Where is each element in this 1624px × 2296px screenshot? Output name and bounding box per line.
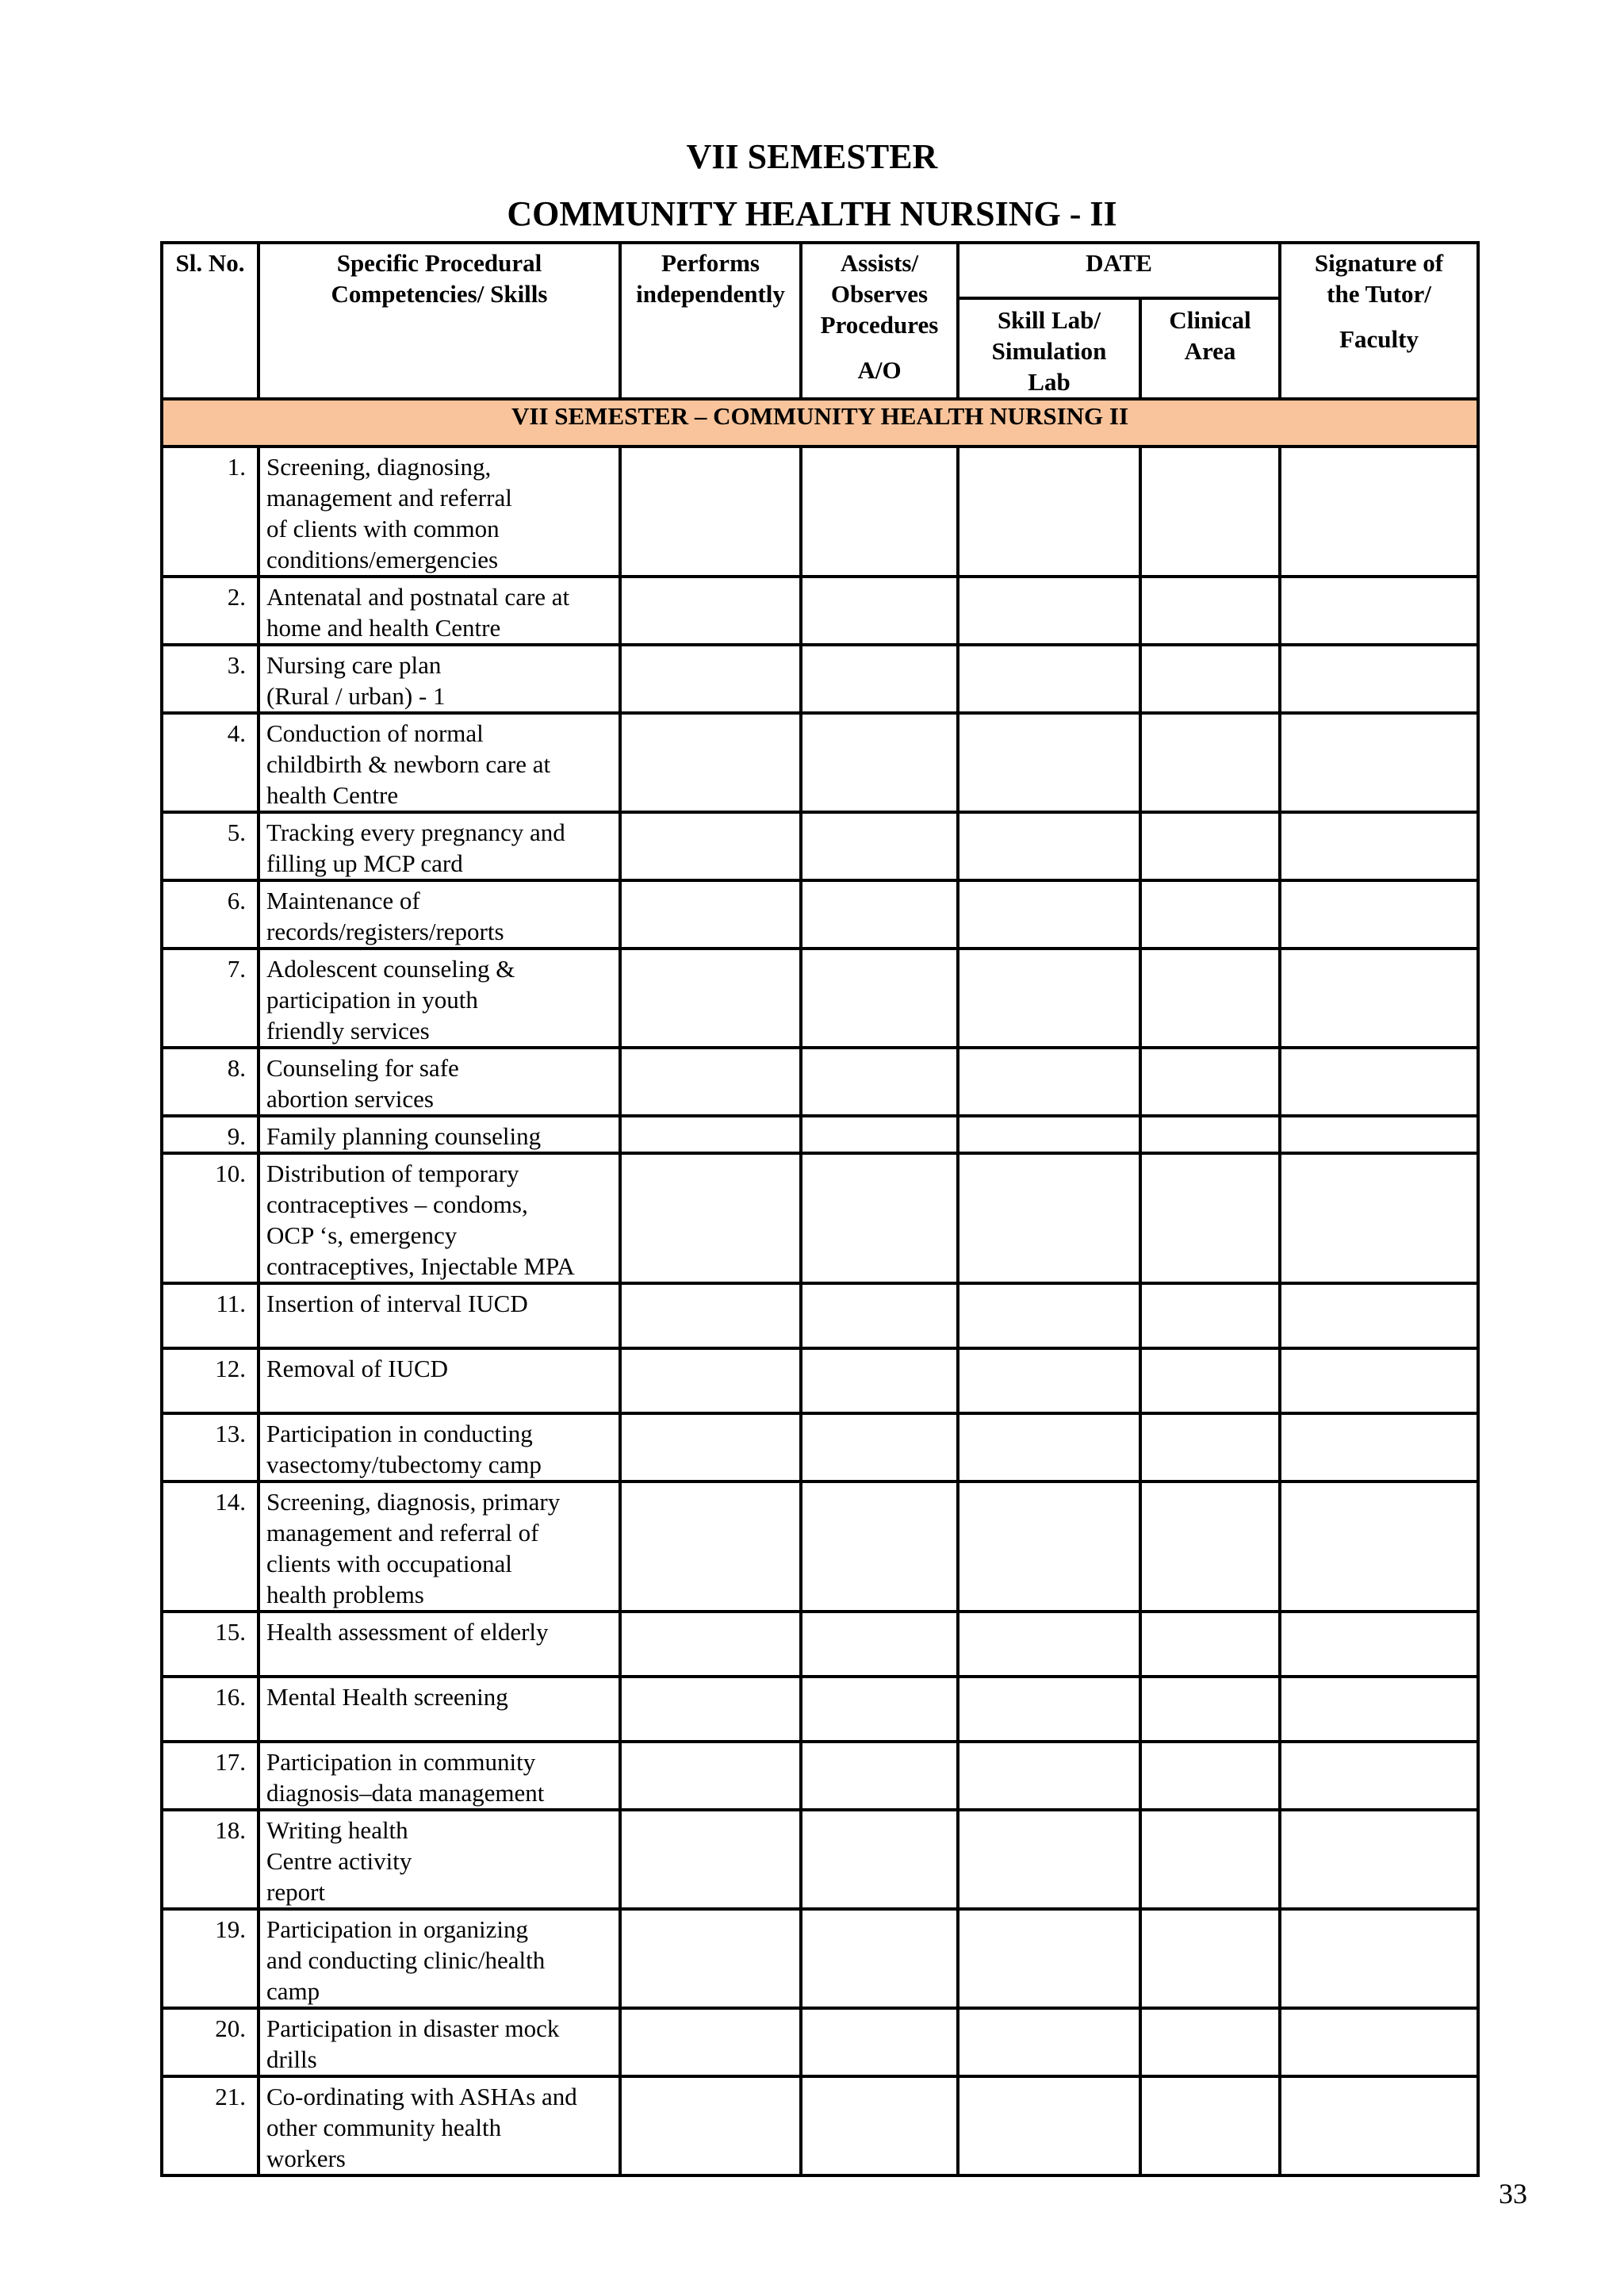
skill-line: diagnosis–data management xyxy=(266,1779,545,1807)
competency-table xyxy=(160,241,1480,2177)
assists-cell[interactable] xyxy=(801,1909,958,2008)
skill-line: OCP ‘s, emergency xyxy=(266,1221,458,1249)
skill-description xyxy=(259,1909,620,2008)
skill-lab-date-cell[interactable] xyxy=(958,1810,1140,1909)
skill-description xyxy=(259,645,620,713)
table-row xyxy=(162,577,1478,645)
skill-line: Writing health xyxy=(266,1816,408,1844)
skill-description xyxy=(259,1153,620,1283)
signature-cell[interactable] xyxy=(1280,880,1478,949)
performs-cell[interactable] xyxy=(620,1810,801,1909)
assists-cell[interactable] xyxy=(801,1348,958,1413)
page-number: 33 xyxy=(1499,2178,1527,2210)
signature-cell[interactable] xyxy=(1280,645,1478,713)
row-number: 19. xyxy=(162,1909,259,2008)
performs-cell[interactable] xyxy=(620,1677,801,1742)
signature-cell[interactable] xyxy=(1280,949,1478,1048)
assists-cell[interactable] xyxy=(801,812,958,880)
clinical-date-cell[interactable] xyxy=(1140,1909,1280,2008)
table-row xyxy=(162,1742,1478,1810)
skill-description xyxy=(259,1742,620,1810)
assists-cell[interactable] xyxy=(801,1481,958,1612)
header-signature-line: the Tutor/ xyxy=(1327,280,1431,308)
skill-line: Co-ordinating with ASHAs and xyxy=(266,2083,577,2110)
table-row xyxy=(162,1677,1478,1742)
page-subtitle: COMMUNITY HEALTH NURSING - II xyxy=(507,194,1117,233)
signature-cell[interactable] xyxy=(1280,2008,1478,2076)
signature-cell[interactable] xyxy=(1280,1909,1478,2008)
skill-description xyxy=(259,2008,620,2076)
table-row xyxy=(162,1116,1478,1153)
skill-line: participation in youth xyxy=(266,986,478,1014)
header-assists-line: Assists/ xyxy=(840,249,919,277)
row-number: 7. xyxy=(162,949,259,1048)
clinical-date-cell[interactable] xyxy=(1140,1612,1280,1677)
skill-line: drills xyxy=(266,2045,317,2073)
table-row xyxy=(162,1413,1478,1481)
skill-lab-date-cell[interactable] xyxy=(958,1348,1140,1413)
clinical-date-cell[interactable] xyxy=(1140,1413,1280,1481)
assists-cell[interactable] xyxy=(801,2008,958,2076)
skill-line: filling up MCP card xyxy=(266,849,463,877)
table-row xyxy=(162,1481,1478,1612)
signature-cell[interactable] xyxy=(1280,2076,1478,2175)
skill-description xyxy=(259,1348,620,1413)
skill-lab-date-cell[interactable] xyxy=(958,1153,1140,1283)
assists-cell[interactable] xyxy=(801,1810,958,1909)
skill-description xyxy=(259,1810,620,1909)
header-assists-line: Procedures xyxy=(820,311,939,339)
skill-lab-date-cell[interactable] xyxy=(958,1048,1140,1116)
performs-cell[interactable] xyxy=(620,812,801,880)
performs-cell[interactable] xyxy=(620,949,801,1048)
row-number: 21. xyxy=(162,2076,259,2175)
skill-line: Family planning counseling xyxy=(266,1122,542,1150)
assists-cell[interactable] xyxy=(801,1283,958,1348)
row-number: 17. xyxy=(162,1742,259,1810)
skill-line: Maintenance of xyxy=(266,887,420,914)
skill-lab-date-cell[interactable] xyxy=(958,1116,1140,1153)
signature-cell[interactable] xyxy=(1280,1048,1478,1116)
table-row xyxy=(162,1283,1478,1348)
table-row xyxy=(162,812,1478,880)
assists-cell[interactable] xyxy=(801,1677,958,1742)
header-competencies xyxy=(259,243,620,399)
signature-cell[interactable] xyxy=(1280,1116,1478,1153)
skill-lab-date-cell[interactable] xyxy=(958,1909,1140,2008)
skill-lab-date-cell[interactable] xyxy=(958,1413,1140,1481)
clinical-date-cell[interactable] xyxy=(1140,577,1280,645)
skill-line: Counseling for safe xyxy=(266,1054,459,1082)
skill-line: Antenatal and postnatal care at xyxy=(266,583,570,611)
skill-description xyxy=(259,812,620,880)
skill-line: Health assessment of elderly xyxy=(266,1618,549,1646)
skill-line: Centre activity xyxy=(266,1847,412,1875)
skill-line: Screening, diagnosis, primary xyxy=(266,1488,561,1516)
skill-description xyxy=(259,1413,620,1481)
skill-line: Participation in organizing xyxy=(266,1915,529,1943)
row-number: 12. xyxy=(162,1348,259,1413)
signature-cell[interactable] xyxy=(1280,1283,1478,1348)
header-clinical-line: Clinical xyxy=(1169,306,1251,334)
skill-line: Conduction of normal xyxy=(266,719,484,747)
skill-line: friendly services xyxy=(266,1017,430,1045)
skill-line: of clients with common xyxy=(266,515,500,542)
skill-lab-date-cell[interactable] xyxy=(958,1677,1140,1742)
skill-description xyxy=(259,1677,620,1742)
clinical-date-cell[interactable] xyxy=(1140,645,1280,713)
skill-line: health Centre xyxy=(266,781,399,809)
assists-cell[interactable] xyxy=(801,880,958,949)
table-row xyxy=(162,1612,1478,1677)
assists-cell[interactable] xyxy=(801,949,958,1048)
table-row xyxy=(162,2076,1478,2175)
section-row xyxy=(162,399,1478,447)
skill-line: childbirth & newborn care at xyxy=(266,750,551,778)
skill-line: contraceptives – condoms, xyxy=(266,1190,528,1218)
skill-description xyxy=(259,1116,620,1153)
skill-line: Participation in disaster mock xyxy=(266,2014,560,2042)
clinical-date-cell[interactable] xyxy=(1140,713,1280,812)
row-number: 14. xyxy=(162,1481,259,1612)
signature-cell[interactable] xyxy=(1280,447,1478,577)
assists-cell[interactable] xyxy=(801,1612,958,1677)
header-date xyxy=(958,243,1280,298)
signature-cell[interactable] xyxy=(1280,1153,1478,1283)
skill-lab-date-cell[interactable] xyxy=(958,1612,1140,1677)
signature-cell[interactable] xyxy=(1280,1810,1478,1909)
row-number: 16. xyxy=(162,1677,259,1742)
skill-line: other community health xyxy=(266,2114,502,2141)
skill-line: Nursing care plan xyxy=(266,651,442,679)
skill-lab-date-cell[interactable] xyxy=(958,2008,1140,2076)
performs-cell[interactable] xyxy=(620,1909,801,2008)
row-number: 8. xyxy=(162,1048,259,1116)
header-assists-line: Observes xyxy=(830,280,929,308)
skill-line: Tracking every pregnancy and xyxy=(266,818,565,846)
skill-lab-date-cell[interactable] xyxy=(958,1481,1140,1612)
performs-cell[interactable] xyxy=(620,1742,801,1810)
skill-lab-date-cell[interactable] xyxy=(958,447,1140,577)
clinical-date-cell[interactable] xyxy=(1140,880,1280,949)
skill-lab-date-cell[interactable] xyxy=(958,713,1140,812)
performs-cell[interactable] xyxy=(620,577,801,645)
clinical-date-cell[interactable] xyxy=(1140,949,1280,1048)
skill-lab-date-cell[interactable] xyxy=(958,1742,1140,1810)
clinical-date-cell[interactable] xyxy=(1140,1048,1280,1116)
clinical-date-cell[interactable] xyxy=(1140,1742,1280,1810)
assists-cell[interactable] xyxy=(801,713,958,812)
skill-line: Distribution of temporary xyxy=(266,1159,519,1187)
skill-line: (Rural / urban) - 1 xyxy=(266,682,446,710)
assists-cell[interactable] xyxy=(801,1048,958,1116)
skill-lab-date-cell[interactable] xyxy=(958,949,1140,1048)
row-number: 4. xyxy=(162,713,259,812)
table-row xyxy=(162,447,1478,577)
clinical-date-cell[interactable] xyxy=(1140,2076,1280,2175)
table-row xyxy=(162,1048,1478,1116)
header-skill-lab-line: Skill Lab/ xyxy=(997,306,1101,334)
header-competencies-line: Specific Procedural xyxy=(336,249,542,277)
performs-cell[interactable] xyxy=(620,1612,801,1677)
assists-cell[interactable] xyxy=(801,2076,958,2175)
assists-cell[interactable] xyxy=(801,577,958,645)
skill-line: report xyxy=(266,1878,326,1906)
performs-cell[interactable] xyxy=(620,645,801,713)
assists-cell[interactable] xyxy=(801,447,958,577)
skill-line: and conducting clinic/health xyxy=(266,1946,546,1974)
skill-description xyxy=(259,1481,620,1612)
skill-lab-date-cell[interactable] xyxy=(958,1283,1140,1348)
clinical-date-cell[interactable] xyxy=(1140,447,1280,577)
row-number: 1. xyxy=(162,447,259,577)
skill-line: Adolescent counseling & xyxy=(266,955,515,983)
assists-cell[interactable] xyxy=(801,1153,958,1283)
section-label: VII SEMESTER – COMMUNITY HEALTH NURSING II xyxy=(162,399,1478,447)
skill-description xyxy=(259,1283,620,1348)
header-assists-code: A/O xyxy=(857,356,902,384)
skill-lab-date-cell[interactable] xyxy=(958,577,1140,645)
table-row xyxy=(162,880,1478,949)
row-number: 5. xyxy=(162,812,259,880)
signature-cell[interactable] xyxy=(1280,1348,1478,1413)
table-row xyxy=(162,1348,1478,1413)
skill-line: management and referral xyxy=(266,484,512,512)
clinical-date-cell[interactable] xyxy=(1140,1810,1280,1909)
signature-cell[interactable] xyxy=(1280,1481,1478,1612)
skill-lab-date-cell[interactable] xyxy=(958,2076,1140,2175)
skill-lab-date-cell[interactable] xyxy=(958,812,1140,880)
row-number: 2. xyxy=(162,577,259,645)
row-number: 13. xyxy=(162,1413,259,1481)
skill-line: conditions/emergencies xyxy=(266,546,499,573)
skill-line: Participation in conducting xyxy=(266,1420,533,1447)
performs-cell[interactable] xyxy=(620,1153,801,1283)
row-number: 20. xyxy=(162,2008,259,2076)
clinical-date-cell[interactable] xyxy=(1140,1677,1280,1742)
skill-line: Mental Health screening xyxy=(266,1683,508,1711)
skill-description xyxy=(259,447,620,577)
skill-description xyxy=(259,1048,620,1116)
skill-description xyxy=(259,1612,620,1677)
skill-lab-date-cell[interactable] xyxy=(958,880,1140,949)
clinical-date-cell[interactable] xyxy=(1140,812,1280,880)
skill-description xyxy=(259,880,620,949)
skill-line: home and health Centre xyxy=(266,614,501,642)
header-clinical-area xyxy=(1140,298,1280,399)
table-row xyxy=(162,1153,1478,1283)
header-sl-no xyxy=(162,243,259,399)
skill-line: workers xyxy=(266,2145,346,2172)
skill-line: health problems xyxy=(266,1581,424,1608)
skill-line: vasectomy/tubectomy camp xyxy=(266,1451,542,1478)
performs-cell[interactable] xyxy=(620,880,801,949)
signature-cell[interactable] xyxy=(1280,577,1478,645)
performs-cell[interactable] xyxy=(620,1481,801,1612)
clinical-date-cell[interactable] xyxy=(1140,1153,1280,1283)
header-competencies-line: Competencies/ Skills xyxy=(331,280,548,308)
clinical-date-cell[interactable] xyxy=(1140,2008,1280,2076)
page-title: VII SEMESTER xyxy=(686,137,938,176)
header-date-label: DATE xyxy=(1086,249,1152,277)
table-row xyxy=(162,1909,1478,2008)
header-assists xyxy=(801,243,958,399)
table-row xyxy=(162,1810,1478,1909)
skill-line: Insertion of interval IUCD xyxy=(266,1290,528,1317)
header-clinical-line: Area xyxy=(1184,337,1236,365)
header-faculty: Faculty xyxy=(1339,325,1419,353)
row-number: 9. xyxy=(162,1116,259,1153)
skill-line: camp xyxy=(266,1977,320,2005)
header-skill-lab-line: Lab xyxy=(1028,368,1071,396)
clinical-date-cell[interactable] xyxy=(1140,1283,1280,1348)
signature-cell[interactable] xyxy=(1280,812,1478,880)
signature-cell[interactable] xyxy=(1280,1677,1478,1742)
row-number: 18. xyxy=(162,1810,259,1909)
skill-line: Removal of IUCD xyxy=(266,1355,449,1382)
performs-cell[interactable] xyxy=(620,2008,801,2076)
header-performs xyxy=(620,243,801,399)
skill-line: Screening, diagnosing, xyxy=(266,453,492,481)
assists-cell[interactable] xyxy=(801,1413,958,1481)
row-number: 6. xyxy=(162,880,259,949)
signature-cell[interactable] xyxy=(1280,1612,1478,1677)
clinical-date-cell[interactable] xyxy=(1140,1348,1280,1413)
clinical-date-cell[interactable] xyxy=(1140,1116,1280,1153)
performs-cell[interactable] xyxy=(620,713,801,812)
table-row xyxy=(162,2008,1478,2076)
performs-cell[interactable] xyxy=(620,1283,801,1348)
assists-cell[interactable] xyxy=(801,1116,958,1153)
performs-cell[interactable] xyxy=(620,1116,801,1153)
assists-cell[interactable] xyxy=(801,1742,958,1810)
assists-cell[interactable] xyxy=(801,645,958,713)
header-signature-line: Signature of xyxy=(1314,249,1444,277)
table-row xyxy=(162,713,1478,812)
skill-line: Participation in community xyxy=(266,1748,536,1776)
header-skill-lab xyxy=(958,298,1140,399)
skill-line: contraceptives, Injectable MPA xyxy=(266,1252,575,1280)
row-number: 3. xyxy=(162,645,259,713)
skill-line: management and referral of xyxy=(266,1519,539,1547)
performs-cell[interactable] xyxy=(620,1048,801,1116)
performs-cell[interactable] xyxy=(620,2076,801,2175)
row-number: 10. xyxy=(162,1153,259,1283)
skill-description xyxy=(259,713,620,812)
table-row xyxy=(162,645,1478,713)
skill-description xyxy=(259,577,620,645)
row-number: 11. xyxy=(162,1283,259,1348)
header-performs-line: Performs xyxy=(661,249,760,277)
signature-cell[interactable] xyxy=(1280,713,1478,812)
header-sl-no-label: Sl. No. xyxy=(175,249,245,277)
header-skill-lab-line: Simulation xyxy=(991,337,1107,365)
row-number: 15. xyxy=(162,1612,259,1677)
skill-line: abortion services xyxy=(266,1085,434,1113)
clinical-date-cell[interactable] xyxy=(1140,1481,1280,1612)
table-row xyxy=(162,949,1478,1048)
performs-cell[interactable] xyxy=(620,447,801,577)
performs-cell[interactable] xyxy=(620,1413,801,1481)
header-signature xyxy=(1280,243,1478,399)
skill-line: clients with occupational xyxy=(266,1550,512,1577)
performs-cell[interactable] xyxy=(620,1348,801,1413)
header-performs-line: independently xyxy=(636,280,785,308)
signature-cell[interactable] xyxy=(1280,1742,1478,1810)
skill-description xyxy=(259,2076,620,2175)
skill-description xyxy=(259,949,620,1048)
signature-cell[interactable] xyxy=(1280,1413,1478,1481)
skill-lab-date-cell[interactable] xyxy=(958,645,1140,713)
skill-line: records/registers/reports xyxy=(266,918,504,945)
